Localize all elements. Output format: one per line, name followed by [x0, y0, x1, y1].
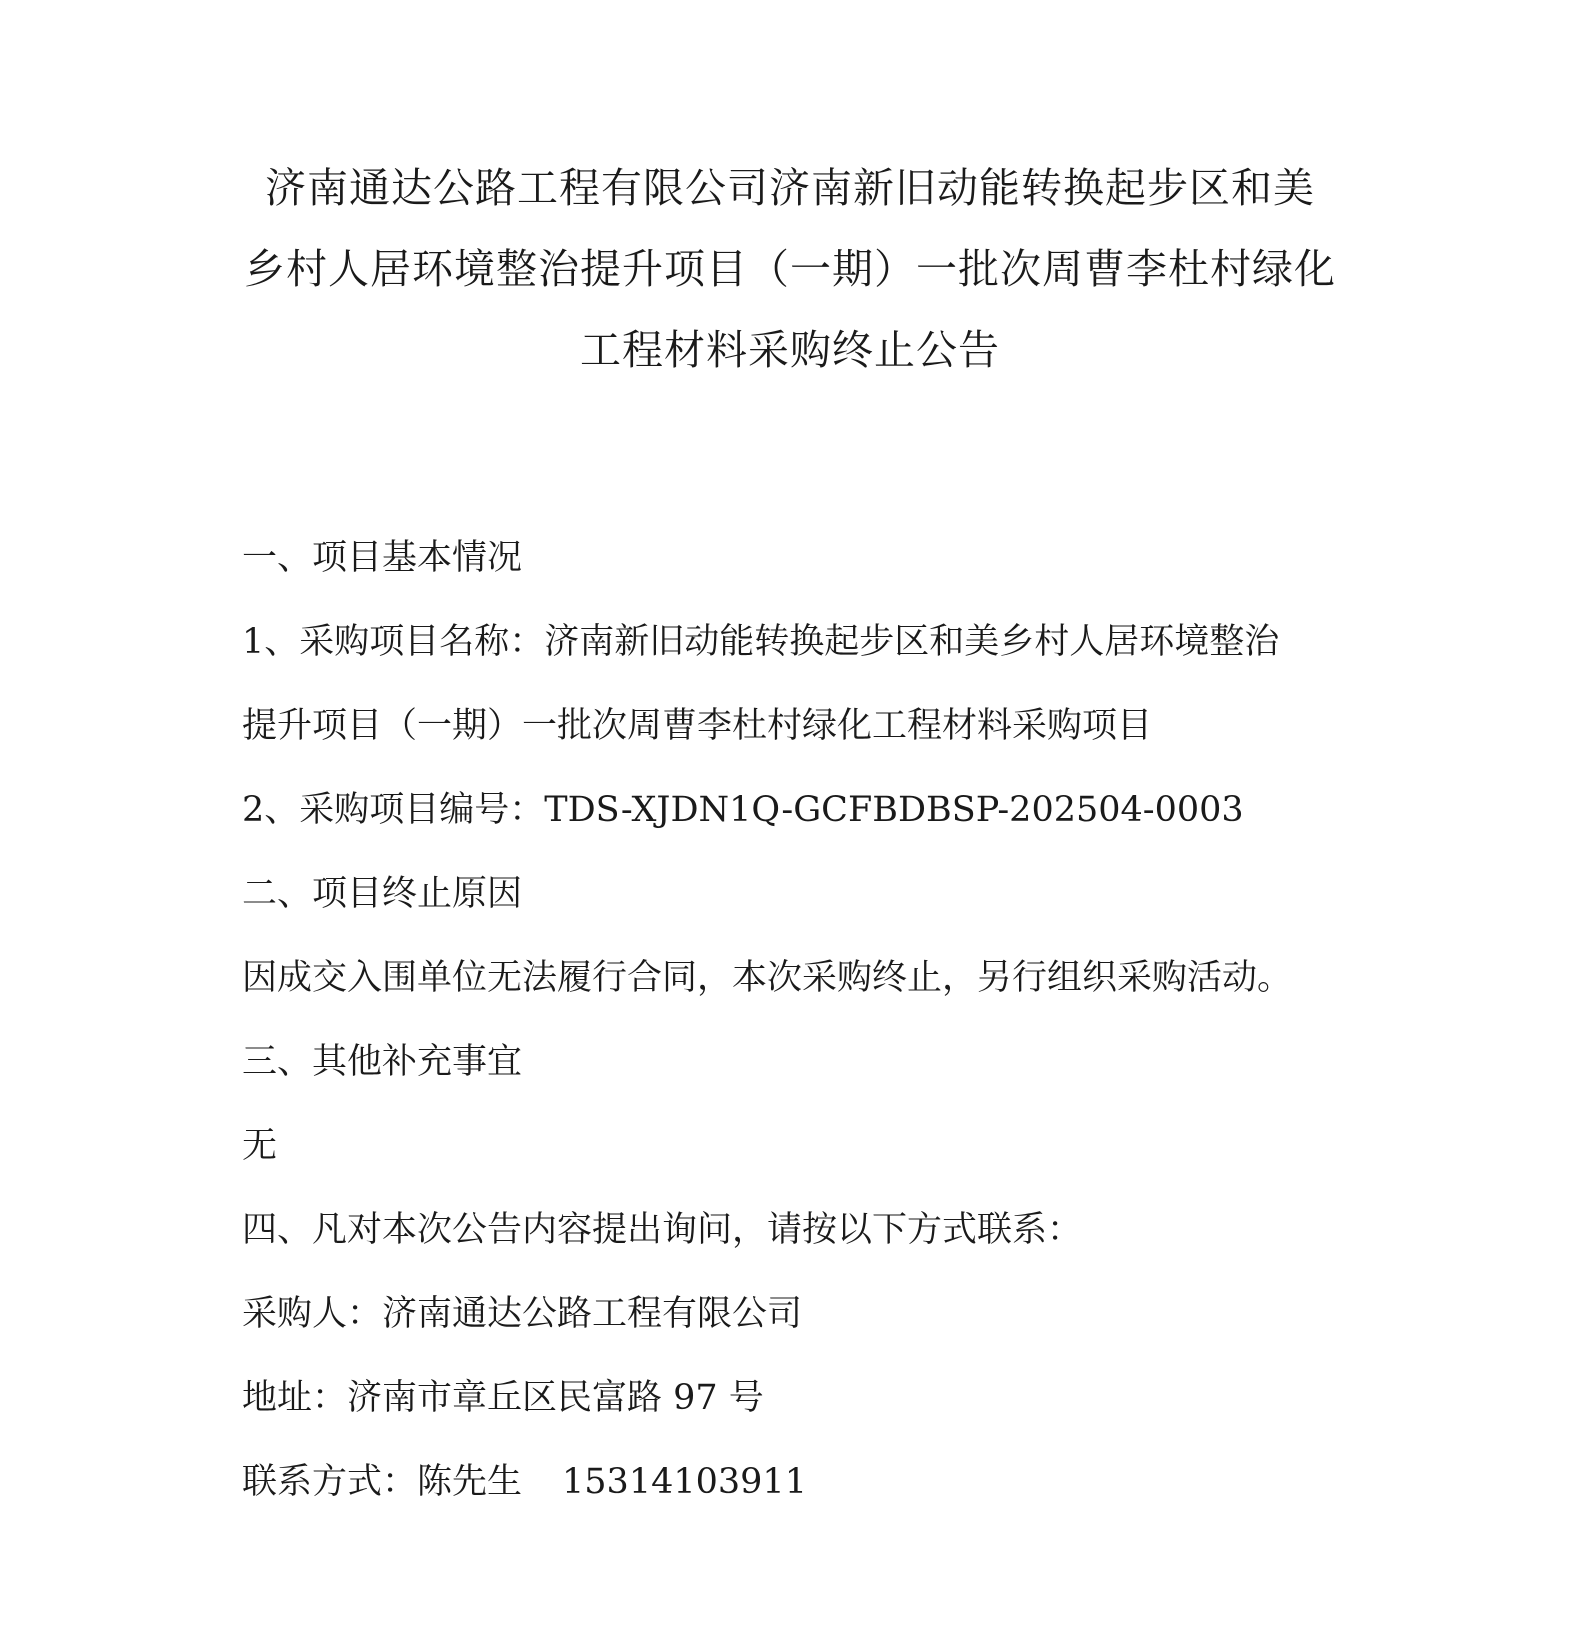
title-line: 济南通达公路工程有限公司济南新旧动能转换起步区和美 — [265, 164, 1315, 212]
other-matters-content: 无 — [242, 1126, 278, 1166]
contact-heading: 四、凡对本次公告内容提出询问，请按以下方式联系： — [242, 1210, 1083, 1250]
document-title — [230, 148, 1350, 391]
address-line: 地址：济南市章丘区民富路 97 号 — [242, 1378, 764, 1418]
contact-line — [242, 1440, 1352, 1524]
contact-phone: 15314103911 — [562, 1462, 807, 1502]
purchaser-line: 采购人：济南通达公路工程有限公司 — [242, 1294, 803, 1334]
other-matters-heading: 三、其他补充事宜 — [242, 1042, 523, 1082]
title-line: 乡村人居环境整治提升项目（一期）一批次周曹李杜村绿化 — [244, 245, 1336, 293]
document-body — [242, 516, 1352, 1524]
contact-label: 联系方式：陈先生 — [242, 1462, 523, 1502]
basic-info-heading: 一、项目基本情况 — [242, 538, 523, 578]
project-number: 2、采购项目编号：TDS-XJDN1Q-GCFBDBSP-202504-0003 — [242, 790, 1244, 830]
title-line: 工程材料采购终止公告 — [580, 326, 1000, 374]
project-name-line-1: 1、采购项目名称：济南新旧动能转换起步区和美乡村人居环境整治 — [242, 622, 1280, 662]
termination-heading: 二、项目终止原因 — [242, 874, 523, 914]
project-name-line-2: 提升项目（一期）一批次周曹李杜村绿化工程材料采购项目 — [242, 706, 1153, 746]
termination-reason: 因成交入围单位无法履行合同，本次采购终止，另行组织采购活动。 — [242, 958, 1293, 998]
